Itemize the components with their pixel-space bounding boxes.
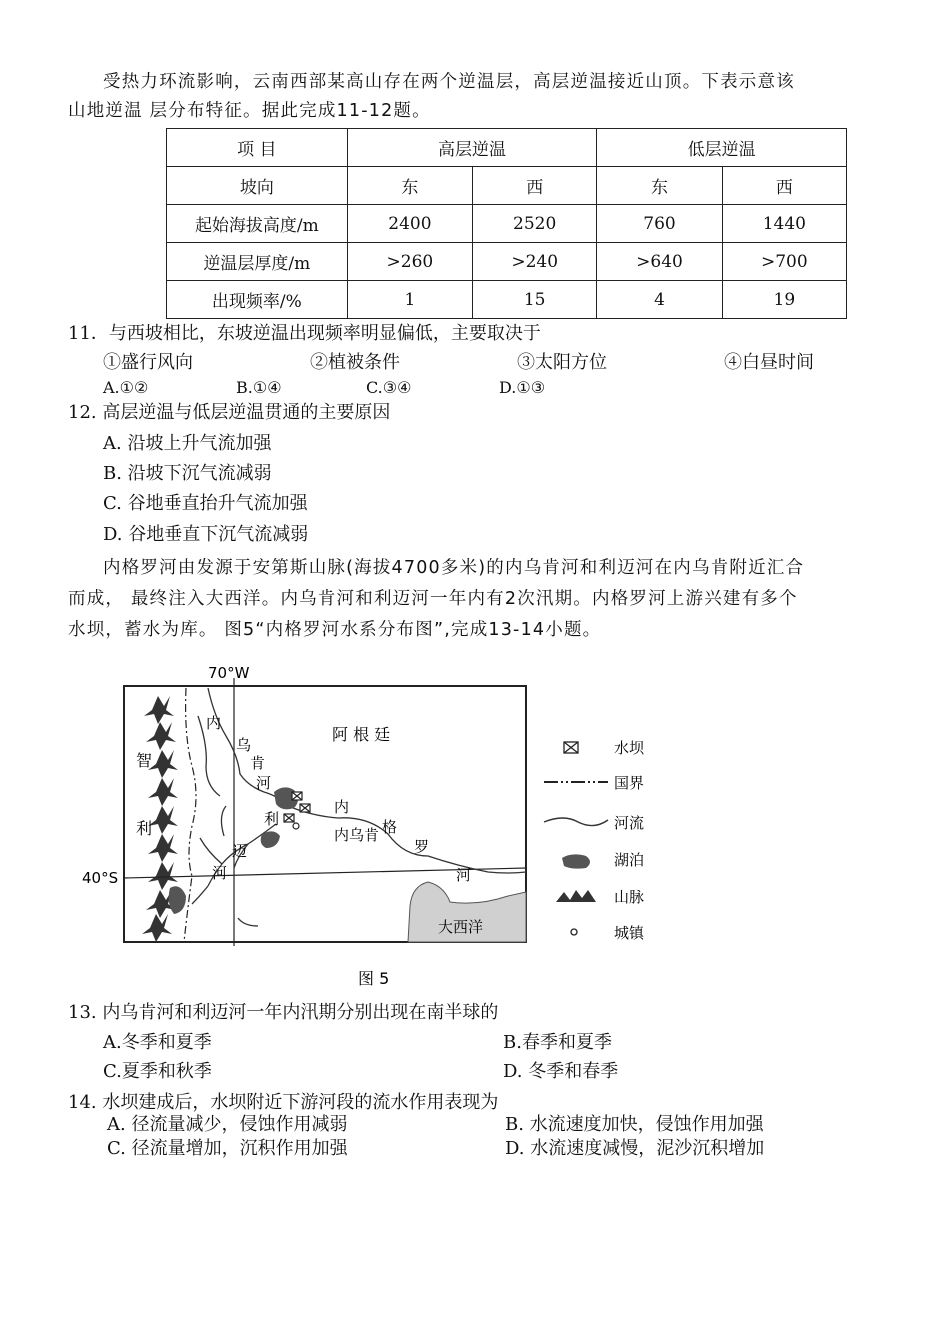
river-legend-icon bbox=[544, 818, 608, 826]
mountain-legend-icon bbox=[556, 890, 596, 902]
table-cell: 东 bbox=[347, 167, 472, 205]
q12-option-c[interactable]: C. 谷地垂直抬升气流加强 bbox=[103, 493, 308, 514]
q11-option-d[interactable]: D.①③ bbox=[499, 378, 546, 397]
table-cell: >240 bbox=[473, 243, 597, 281]
table-cell: 760 bbox=[597, 205, 722, 243]
table-label: 坡向 bbox=[167, 167, 348, 205]
table-cell: 1 bbox=[347, 281, 472, 319]
negro-river-label-3: 罗 bbox=[414, 838, 430, 856]
lat-label: 40°S bbox=[82, 869, 119, 887]
q12-option-d[interactable]: D. 谷地垂直下沉气流减弱 bbox=[103, 524, 309, 545]
city-label: 内乌肯 bbox=[334, 826, 380, 844]
table-cell: 2400 bbox=[347, 205, 472, 243]
chile-label-2: 利 bbox=[136, 819, 153, 838]
chile-label-1: 智 bbox=[136, 751, 153, 770]
q13-option-a[interactable]: A.冬季和夏季 bbox=[103, 1032, 212, 1053]
table-label: 逆温层厚度/m bbox=[167, 243, 348, 281]
table-cell: >640 bbox=[597, 243, 722, 281]
q11-stem: 11．与西坡相比，东坡逆温出现频率明显偏低，主要取决于 bbox=[68, 323, 541, 344]
negro-river-map bbox=[82, 656, 668, 996]
neuquen-river-label-2: 乌 bbox=[236, 736, 252, 754]
q14-option-a[interactable]: A. 径流量减少，侵蚀作用减弱 bbox=[107, 1114, 348, 1135]
table-cell: 19 bbox=[722, 281, 846, 319]
table-cell: 西 bbox=[473, 167, 597, 205]
legend-town: 城镇 bbox=[614, 924, 645, 942]
q11-item-1: ①盛行风向 bbox=[103, 352, 193, 373]
legend-river: 河流 bbox=[614, 814, 645, 832]
negro-river-label-2: 格 bbox=[382, 818, 398, 836]
argentina-label: 阿 根 廷 bbox=[332, 725, 391, 744]
limay-river-label-2: 迈 bbox=[232, 842, 248, 860]
limay-river-label-1: 利 bbox=[264, 810, 280, 828]
table-cell: 西 bbox=[722, 167, 846, 205]
table-cell: 东 bbox=[597, 167, 722, 205]
q11-option-a[interactable]: A.①② bbox=[103, 378, 149, 397]
legend-mountain: 山脉 bbox=[614, 888, 645, 906]
legend-lake: 湖泊 bbox=[614, 851, 645, 869]
q11-item-4: ④白昼时间 bbox=[724, 352, 814, 373]
table-cell: 1440 bbox=[722, 205, 846, 243]
limay-river-label-3: 河 bbox=[212, 864, 228, 882]
lake bbox=[169, 886, 186, 914]
town-neuquen-marker bbox=[293, 823, 299, 829]
figure-caption: 图 5 bbox=[358, 969, 390, 988]
national-border bbox=[184, 688, 196, 942]
intro2-line2: 而成， 最终注入大西洋。内乌肯河和利迈河一年内有2次汛期。内格罗河上游兴建有多个 bbox=[68, 589, 798, 609]
legend-dam: 水坝 bbox=[614, 739, 645, 757]
table-cell: 2520 bbox=[473, 205, 597, 243]
q12-option-b[interactable]: B. 沿坡下沉气流减弱 bbox=[103, 463, 272, 484]
map-legend bbox=[544, 739, 645, 942]
lon-label: 70°W bbox=[208, 664, 250, 682]
neuquen-river-label-3: 肯 bbox=[250, 754, 266, 772]
q12-stem: 12. 高层逆温与低层逆温贯通的主要原因 bbox=[68, 402, 391, 423]
q14-option-b[interactable]: B. 水流速度加快，侵蚀作用加强 bbox=[505, 1114, 764, 1135]
lake bbox=[261, 831, 280, 848]
neuquen-river-label-1: 内 bbox=[206, 714, 222, 732]
lake-legend-icon bbox=[562, 854, 590, 868]
q11-item-3: ③太阳方位 bbox=[517, 352, 607, 373]
intro2-line1: 内格罗河由发源于安第斯山脉(海拔4700多米)的内乌肯河和利迈河在内乌肯附近汇合 bbox=[103, 558, 805, 578]
table-header-item: 项 目 bbox=[167, 129, 348, 167]
ocean-label: 大西洋 bbox=[438, 918, 484, 936]
q13-stem: 13. 内乌肯河和利迈河一年内汛期分别出现在南半球的 bbox=[68, 1002, 499, 1023]
table-cell: >260 bbox=[347, 243, 472, 281]
intro1-line2: 山地逆温 层分布特征。据此完成11-12题。 bbox=[68, 101, 431, 121]
table-cell: 4 bbox=[597, 281, 722, 319]
q14-option-d[interactable]: D. 水流速度减慢，泥沙沉积增加 bbox=[505, 1138, 765, 1159]
table-header-low: 低层逆温 bbox=[597, 129, 847, 167]
table-header-high: 高层逆温 bbox=[347, 129, 597, 167]
q14-stem: 14. 水坝建成后，水坝附近下游河段的流水作用表现为 bbox=[68, 1092, 499, 1113]
table-cell: >700 bbox=[722, 243, 846, 281]
q14-option-c[interactable]: C. 径流量增加，沉积作用加强 bbox=[107, 1138, 348, 1159]
negro-river-label-4: 河 bbox=[456, 866, 472, 884]
q11-item-2: ②植被条件 bbox=[310, 352, 400, 373]
legend-border: 国界 bbox=[614, 774, 645, 792]
river-network bbox=[192, 688, 526, 926]
q13-option-c[interactable]: C.夏季和秋季 bbox=[103, 1061, 212, 1082]
q11-option-c[interactable]: C.③④ bbox=[366, 378, 412, 397]
intro2-line3: 水坝，蓄水为库。 图5“内格罗河水系分布图”,完成13-14小题。 bbox=[68, 620, 602, 640]
q11-option-b[interactable]: B.①④ bbox=[236, 378, 282, 397]
intro1-line1: 受热力环流影响，云南西部某高山存在两个逆温层，高层逆温接近山顶。下表示意该 bbox=[103, 72, 795, 92]
q12-option-a[interactable]: A. 沿坡上升气流加强 bbox=[103, 433, 272, 454]
town-legend-icon bbox=[571, 929, 577, 935]
inversion-table bbox=[166, 128, 847, 319]
negro-river-label-1: 内 bbox=[334, 798, 350, 816]
neuquen-river-label-4: 河 bbox=[256, 774, 272, 792]
table-label: 起始海拔高度/m bbox=[167, 205, 348, 243]
q13-option-d[interactable]: D. 冬季和春季 bbox=[503, 1061, 619, 1082]
table-label: 出现频率/% bbox=[167, 281, 348, 319]
table-cell: 15 bbox=[473, 281, 597, 319]
q13-option-b[interactable]: B.春季和夏季 bbox=[503, 1032, 612, 1053]
